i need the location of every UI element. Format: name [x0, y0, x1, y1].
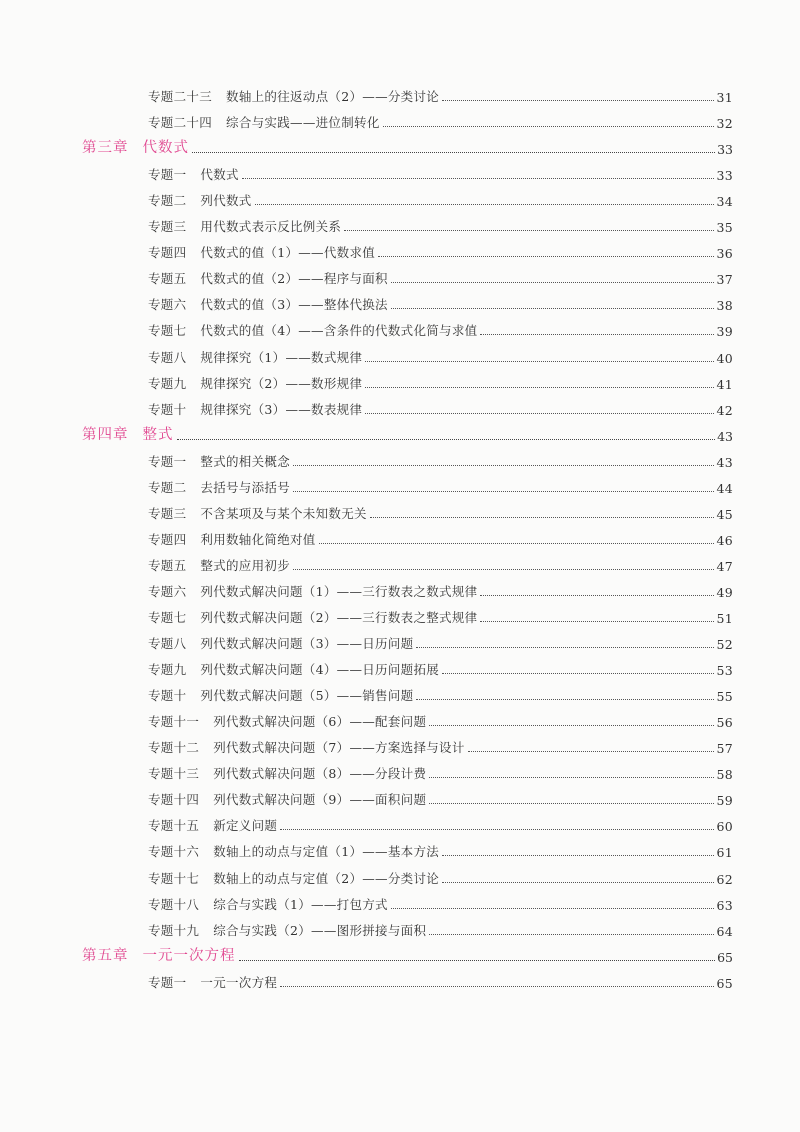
topic-title: 列代数式解决问题（3）——日历问题	[200, 636, 414, 652]
entry-label	[148, 191, 252, 210]
topic-title: 整式的相关概念	[200, 453, 291, 469]
page-number: 61	[716, 845, 733, 861]
page-number: 41	[716, 376, 733, 392]
page-number: 44	[716, 480, 733, 496]
topic-title: 代数式的值（4）——含条件的代数式化简与求值	[200, 323, 478, 339]
dot-leader	[280, 829, 714, 830]
entry-label	[148, 686, 413, 705]
page-number: 60	[716, 819, 733, 835]
entry-label	[148, 452, 290, 471]
dot-leader	[416, 699, 714, 700]
entry-label	[82, 136, 189, 158]
topic-number: 专题一	[148, 167, 187, 183]
topic-row[interactable]	[0, 523, 733, 549]
dot-leader	[365, 361, 714, 362]
topic-title: 去括号与添括号	[200, 479, 291, 495]
page-number: 46	[716, 532, 733, 548]
topic-row[interactable]	[0, 835, 733, 861]
topic-number: 专题十三	[148, 766, 200, 782]
topic-row[interactable]	[0, 497, 733, 523]
page-number: 47	[716, 558, 733, 574]
dot-leader	[280, 986, 714, 987]
dot-leader	[429, 777, 714, 778]
chapter-heading-row[interactable]	[0, 940, 733, 966]
topic-row[interactable]	[0, 575, 733, 601]
chapter-title: 代数式	[142, 140, 189, 157]
page-number: 65	[716, 975, 733, 991]
dot-leader	[378, 256, 714, 257]
entry-label	[148, 87, 439, 106]
dot-leader	[391, 308, 715, 309]
topic-row[interactable]	[0, 314, 733, 340]
dot-leader	[442, 855, 714, 856]
dot-leader	[442, 882, 714, 883]
page-number: 35	[716, 220, 733, 236]
dot-leader	[293, 465, 714, 466]
page-number: 37	[716, 272, 733, 288]
entry-label	[148, 842, 439, 861]
page-number: 45	[716, 506, 733, 522]
topic-number: 专题九	[148, 662, 187, 678]
chapter-title: 整式	[142, 426, 174, 443]
page-number: 43	[716, 454, 733, 470]
dot-leader	[391, 908, 715, 909]
entry-label	[148, 400, 362, 419]
topic-title: 列代数式解决问题（7）——方案选择与设计	[213, 740, 465, 756]
entry-label	[148, 973, 277, 992]
topic-row[interactable]	[0, 705, 733, 731]
topic-number: 专题五	[148, 271, 187, 287]
topic-title: 不含某项及与某个未知数无关	[200, 505, 367, 521]
page-number: 36	[716, 246, 733, 262]
page-number: 56	[716, 715, 733, 731]
dot-leader	[480, 334, 714, 335]
dot-leader	[365, 413, 714, 414]
topic-number: 专题九	[148, 375, 187, 391]
topic-number: 专题七	[148, 323, 187, 339]
dot-leader	[416, 647, 714, 648]
page-number: 39	[716, 324, 733, 340]
topic-number: 专题十五	[148, 818, 200, 834]
dot-leader	[429, 934, 714, 935]
topic-row[interactable]	[0, 367, 733, 393]
dot-leader	[480, 621, 714, 622]
topic-title: 列代数式解决问题（9）——面积问题	[213, 792, 427, 808]
entry-label	[148, 295, 388, 314]
topic-number: 专题十一	[148, 714, 200, 730]
topic-row[interactable]	[0, 888, 733, 914]
topic-row[interactable]	[0, 549, 733, 575]
dot-leader	[365, 387, 714, 388]
dot-leader	[468, 751, 715, 752]
page-number: 57	[716, 741, 733, 757]
topic-title: 列代数式解决问题（2）——三行数表之整式规律	[200, 610, 478, 625]
page-number: 58	[716, 767, 733, 783]
topic-number: 专题十九	[148, 922, 200, 938]
dot-leader	[293, 491, 714, 492]
topic-title: 规律探究（3）——数表规律	[200, 401, 363, 417]
chapter-heading-row[interactable]	[0, 132, 733, 158]
topic-row[interactable]	[0, 966, 733, 992]
topic-title: 规律探究（2）——数形规律	[200, 375, 363, 391]
entry-label	[148, 243, 375, 262]
entry-label	[82, 944, 236, 966]
topic-row[interactable]	[0, 262, 733, 288]
topic-row[interactable]	[0, 158, 733, 184]
entry-label	[148, 269, 388, 288]
topic-title: 综合与实践（2）——图形拼接与面积	[213, 922, 427, 938]
entry-label	[148, 374, 362, 393]
topic-number: 专题七	[148, 610, 187, 625]
entry-label	[148, 738, 465, 757]
entry-label	[148, 504, 367, 523]
topic-number: 专题三	[148, 219, 187, 235]
page-number: 65	[717, 949, 733, 965]
page-number: 40	[716, 350, 733, 366]
dot-leader	[239, 960, 716, 961]
topic-number: 专题十八	[148, 896, 200, 912]
chapter-number: 第四章	[82, 426, 129, 443]
topic-number: 专题十六	[148, 844, 200, 860]
topic-row[interactable]	[0, 783, 733, 809]
page-number: 53	[716, 663, 733, 679]
topic-title: 列代数式解决问题（5）——销售问题	[200, 688, 414, 704]
topic-number: 专题十七	[148, 870, 200, 886]
topic-row[interactable]	[0, 341, 733, 367]
topic-title: 数轴上的动点与定值（1）——基本方法	[213, 844, 440, 860]
dot-leader	[429, 803, 714, 804]
dot-leader	[192, 152, 715, 153]
dot-leader	[370, 517, 715, 518]
topic-title: 代数式	[200, 167, 239, 183]
dot-leader	[442, 100, 714, 101]
page-number: 38	[716, 298, 733, 314]
topic-title: 数轴上的动点与定值（2）——分类讨论	[213, 870, 440, 886]
topic-number: 专题四	[148, 245, 187, 261]
entry-label	[148, 869, 439, 888]
entry-label	[82, 423, 174, 445]
topic-title: 数轴上的往返动点（2）——分类讨论	[226, 89, 440, 104]
topic-title: 一元一次方程	[200, 974, 278, 990]
topic-row[interactable]	[0, 653, 733, 679]
topic-title: 利用数轴化简绝对值	[200, 531, 316, 547]
entry-label	[148, 217, 341, 236]
topic-row[interactable]	[0, 757, 733, 783]
entry-label	[148, 530, 316, 549]
entry-label	[148, 165, 239, 184]
topic-title: 用代数式表示反比例关系	[200, 219, 342, 235]
topic-title: 综合与实践（1）——打包方式	[213, 896, 388, 912]
page-number: 34	[716, 194, 733, 210]
topic-number: 专题六	[148, 297, 187, 313]
topic-title: 列代数式解决问题（1）——三行数表之数式规律	[200, 583, 478, 599]
topic-number: 专题十	[148, 401, 187, 417]
topic-row[interactable]	[0, 288, 733, 314]
topic-number: 专题二十三	[148, 89, 213, 104]
entry-label	[148, 660, 439, 679]
dot-leader	[442, 673, 714, 674]
dot-leader	[344, 230, 714, 231]
topic-number: 专题二	[148, 479, 187, 495]
topic-number: 专题一	[148, 453, 187, 469]
topic-number: 专题二十四	[148, 115, 213, 131]
entry-label	[148, 348, 362, 367]
topic-number: 专题五	[148, 557, 187, 573]
entry-label	[148, 764, 426, 783]
topic-title: 代数式的值（1）——代数求值	[200, 245, 376, 261]
entry-label	[148, 921, 426, 940]
topic-title: 规律探究（1）——数式规律	[200, 349, 363, 365]
dot-leader	[255, 204, 715, 205]
chapter-number: 第三章	[82, 140, 129, 157]
page-number: 52	[716, 637, 733, 653]
dot-leader	[177, 439, 716, 440]
topic-row[interactable]	[0, 627, 733, 653]
topic-title: 列代数式	[200, 193, 252, 209]
chapter-number: 第五章	[82, 947, 129, 964]
topic-title: 新定义问题	[213, 818, 278, 834]
topic-title: 列代数式解决问题（8）——分段计费	[213, 766, 427, 782]
topic-number: 专题八	[148, 636, 187, 652]
page-number: 43	[717, 428, 733, 444]
topic-title: 综合与实践——进位制转化	[226, 115, 380, 131]
page-number: 33	[717, 142, 733, 158]
dot-leader	[429, 725, 714, 726]
topic-row[interactable]	[0, 679, 733, 705]
topic-title: 代数式的值（2）——程序与面积	[200, 271, 388, 287]
dot-leader	[293, 569, 714, 570]
chapter-heading-row[interactable]	[0, 419, 733, 445]
topic-number: 专题十二	[148, 740, 200, 756]
page-number: 31	[716, 90, 733, 105]
topic-number: 专题四	[148, 531, 187, 547]
page-number: 33	[716, 168, 733, 184]
topic-number: 专题三	[148, 505, 187, 521]
entry-label	[148, 712, 426, 731]
dot-leader	[383, 126, 715, 127]
topic-row[interactable]	[0, 731, 733, 757]
topic-number: 专题八	[148, 349, 187, 365]
dot-leader	[242, 178, 715, 179]
topic-row[interactable]	[0, 210, 733, 236]
entry-label	[148, 816, 277, 835]
page-number: 49	[716, 584, 733, 600]
topic-row[interactable]	[0, 471, 733, 497]
topic-row[interactable]	[0, 236, 733, 262]
topic-number: 专题二	[148, 193, 187, 209]
chapter-title: 一元一次方程	[142, 947, 236, 964]
entry-label	[148, 608, 477, 627]
topic-row[interactable]	[0, 862, 733, 888]
entry-label	[148, 582, 477, 601]
entry-label	[148, 321, 477, 340]
page-number: 62	[716, 871, 733, 887]
topic-title: 整式的应用初步	[200, 557, 291, 573]
page-number: 42	[716, 402, 733, 418]
topic-row[interactable]	[0, 445, 733, 471]
topic-row[interactable]	[0, 80, 733, 106]
topic-row[interactable]	[0, 184, 733, 210]
topic-title: 列代数式解决问题（6）——配套问题	[213, 714, 427, 730]
topic-title: 代数式的值（3）——整体代换法	[200, 297, 388, 313]
entry-label	[148, 113, 380, 132]
entry-label	[148, 478, 290, 497]
entry-label	[148, 895, 388, 914]
page-number: 51	[716, 611, 733, 626]
topic-row[interactable]	[0, 106, 733, 132]
entry-label	[148, 634, 413, 653]
page-number: 32	[716, 116, 733, 132]
topic-row[interactable]	[0, 601, 733, 627]
topic-number: 专题十四	[148, 792, 200, 808]
topic-row[interactable]	[0, 914, 733, 940]
page-number: 64	[716, 923, 733, 939]
topic-number: 专题十	[148, 688, 187, 704]
dot-leader	[319, 543, 715, 544]
topic-number: 专题一	[148, 974, 187, 990]
page-number: 55	[716, 689, 733, 705]
entry-label	[148, 556, 290, 575]
page-number: 59	[716, 793, 733, 809]
entry-label	[148, 790, 426, 809]
dot-leader	[480, 595, 714, 596]
dot-leader	[391, 282, 715, 283]
topic-row[interactable]	[0, 809, 733, 835]
topic-row[interactable]	[0, 393, 733, 419]
page-number: 63	[716, 897, 733, 913]
topic-number: 专题六	[148, 583, 187, 599]
topic-title: 列代数式解决问题（4）——日历问题拓展	[200, 662, 440, 678]
